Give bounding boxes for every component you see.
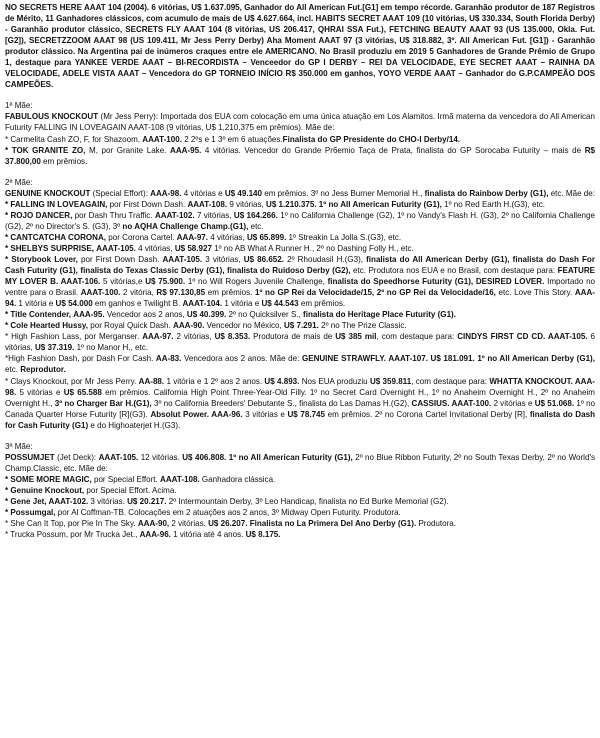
- text-run: 2º Rhoudasil H.(G3),: [284, 254, 367, 264]
- text-run: Produtora.: [416, 519, 457, 529]
- bold-text-run: FEATURE MY LOVER B. AAAT-106.: [5, 266, 595, 287]
- offspring-entry: [5, 134, 595, 145]
- text-run: 7 vitórias,: [194, 210, 234, 220]
- text-run: 2 vitórias,: [173, 332, 215, 342]
- bold-text-run: AAAT-108.: [187, 199, 228, 209]
- text-run: Produtora de mais de: [250, 332, 336, 342]
- text-run: , com destaque para:: [411, 376, 490, 386]
- bold-text-run: R$ 97.130,85: [156, 288, 206, 298]
- text-run: 1º no AB What A Runner H., 2º no Dashing Folly H., etc.: [211, 243, 414, 253]
- text-run: em prêmios.: [205, 288, 255, 298]
- bold-text-run: finalista do Dash for Cash Futurity (G1): [5, 409, 595, 430]
- bold-text-run: * ROJO DANCER,: [5, 210, 73, 220]
- bold-text-run: AAA-97.: [176, 232, 209, 242]
- offspring-entry: [5, 529, 595, 540]
- text-run: por First Down Dash.: [107, 199, 188, 209]
- text-run: * High Fashion Lass, por Merganser.: [5, 332, 143, 342]
- text-run: Vencedora aos 2 anos. Mãe de:: [181, 354, 302, 364]
- bold-text-run: * TOK GRANITE ZO,: [5, 145, 86, 155]
- offspring-entry: [5, 485, 595, 496]
- bold-text-run: no AQHA Challenge Champ.(G1),: [122, 221, 249, 231]
- text-run: Importado no ventre para o Brasil.: [5, 277, 596, 298]
- bold-text-run: * Storybook Lover,: [5, 254, 78, 264]
- text-run: 3º no California Breeders' Debutante S., finalista do Las Damas H.(G2),: [151, 398, 412, 408]
- text-run: por Special Effort. Acima.: [84, 485, 177, 495]
- bold-text-run: AAAT-100.: [80, 288, 121, 298]
- bold-text-run: AAAT-105.: [98, 452, 139, 462]
- bold-text-run: R$ 37.800,00: [5, 145, 595, 166]
- bold-text-run: Finalista do GP Presidente do CHO-I Derby/14.: [282, 134, 461, 144]
- bold-text-run: AAAT-105.: [162, 254, 203, 264]
- bold-text-run: U$ 37.319.: [34, 343, 75, 353]
- text-run: em prêmios.: [298, 299, 346, 309]
- text-run: etc.: [5, 365, 21, 375]
- bold-text-run: CASSIUS. AAAT-100.: [411, 398, 492, 408]
- bold-text-run: AAA-96.: [139, 530, 171, 540]
- text-run: 2º no Quicksilver S.,: [226, 310, 304, 320]
- text-run: 2º no Blue Ribbon Futurity, 2º no South Texas Derby, 2º no World's Champ.Classic, etc. Mãe de:: [5, 452, 596, 473]
- text-run: 1 vitória e 1 2º aos 2 anos.: [164, 376, 265, 386]
- text-run: *High Fashion Dash, por Dash For Cash.: [5, 354, 156, 364]
- bold-text-run: finalista do Rainbow Derby (G1),: [424, 188, 549, 198]
- bold-text-run: U$ 26.207. Finalista no La Primera Del Ano Derby (G1).: [208, 519, 417, 529]
- bold-text-run: U$ 406.808. 1º no All American Futurity (G1),: [182, 452, 353, 462]
- text-run: 1º no California Challenge (G2), 1º no Vandy's Flash H. (G3), 2º no California Challenge (G2), 2º no Director's S. (G3), 3º: [5, 210, 595, 231]
- bold-text-run: Absolut Power. AAA-96.: [150, 409, 243, 419]
- text-run: por Special Effort.: [91, 474, 161, 484]
- bold-text-run: GENUINE STRAWFLY. AAAT-107. U$ 181.091. 1º no All American Derby (G1),: [301, 354, 595, 364]
- text-run: (Special Effort):: [90, 188, 151, 198]
- offspring-entry: [5, 376, 595, 431]
- bold-text-run: AAAT-108.: [160, 474, 200, 484]
- text-run: 1 vitória até 4 anos.: [170, 530, 246, 540]
- bold-text-run: U$ 49.140: [224, 188, 263, 198]
- bold-text-run: CINDYS FIRST CD CD. AAAT-105.: [457, 332, 588, 342]
- offspring-entry: [5, 145, 595, 167]
- text-run: em prêmios. California High Point Three-Year-Old Filly. 1º no Secret Card Overnight H., 1º no Anaheim Overnight H., 2º no Anaheim Overnight H.,: [5, 387, 595, 408]
- offspring-entry: [5, 309, 595, 320]
- bold-text-run: AAAT-102.: [154, 210, 195, 220]
- text-run: * Trucka Possum, por Mr Trucka Jet.,: [5, 530, 140, 540]
- text-run: 4 vitórias,: [208, 232, 247, 242]
- bold-text-run: AAA-94.: [5, 288, 595, 309]
- bold-text-run: AAA-95.: [73, 310, 105, 320]
- bold-text-run: U$ 86.652.: [243, 254, 284, 264]
- text-run: * Carmelita Cash ZO, F, for Shazoom.: [5, 134, 143, 144]
- text-run: M, por Granite Lake.: [85, 145, 171, 155]
- text-run: etc. Produtora nos EUA e no Brasil, com destaque para:: [350, 266, 558, 276]
- text-run: 12 vitórias.: [138, 452, 183, 462]
- offspring-entry: [5, 507, 595, 518]
- bold-text-run: U$ 40.399.: [186, 310, 227, 320]
- bold-text-run: WHATTA KNOCKOUT. AAA-98.: [5, 376, 595, 397]
- bold-text-run: U$ 4.893.: [264, 376, 300, 386]
- bold-text-run: POSSUMJET: [5, 452, 55, 462]
- third-dam-title: 3ª Mãe:: [5, 441, 33, 451]
- text-run: 1 vitória e: [222, 299, 262, 309]
- second-dam-offspring-list: [5, 199, 595, 431]
- bold-text-run: * Genuine Knockout,: [5, 485, 85, 495]
- text-run: 1º no Canada Quarter Horse Futurity [R](G3).: [5, 398, 596, 419]
- text-run: 2 vitórias e: [491, 398, 535, 408]
- text-run: por Dash Thru Traffic.: [72, 210, 155, 220]
- text-run: por Royal Quick Dash.: [88, 321, 174, 331]
- bold-text-run: * Possumgal,: [5, 508, 56, 518]
- text-run: 3 vitórias,: [202, 254, 244, 264]
- text-run: 2 2ºs e 1 3º em 6 atuações.: [181, 134, 283, 144]
- bold-text-run: U$ 51.068.: [534, 398, 575, 408]
- text-run: Nos EUA produziu: [299, 376, 370, 386]
- offspring-entry: [5, 232, 595, 243]
- offspring-entry: [5, 199, 595, 210]
- bold-text-run: U$ 8.353.: [214, 332, 251, 342]
- bold-text-run: AA-88.: [138, 376, 165, 386]
- text-run: etc. Mãe de:: [548, 188, 595, 198]
- offspring-entry: [5, 474, 595, 485]
- text-run: em prêmios. 3º no Jess Burner Memorial H.,: [262, 188, 425, 198]
- bold-text-run: AAA-97.: [142, 332, 174, 342]
- bold-text-run: AAAT-104.: [182, 299, 223, 309]
- offspring-entry: [5, 353, 595, 375]
- bold-text-run: AAA-90,: [137, 519, 170, 529]
- text-run: Ganhadora clássica.: [199, 474, 276, 484]
- bold-text-run: U$ 359.811: [369, 376, 412, 386]
- first-dam-paragraph: [5, 111, 595, 133]
- offspring-entry: [5, 254, 595, 309]
- bold-text-run: AAAT-100.: [142, 134, 182, 144]
- second-dam-paragraph: [5, 188, 595, 199]
- bold-text-run: Reprodutor.: [20, 365, 66, 375]
- text-run: e do Highoaterjet H.(G3).: [88, 420, 181, 430]
- text-run: 6 vitórias,: [5, 332, 595, 353]
- text-run: etc.: [248, 221, 264, 231]
- text-run: etc. Love This Story.: [495, 288, 575, 298]
- bold-text-run: * CANTCATCHA CORONA,: [5, 232, 107, 242]
- offspring-entry: [5, 243, 595, 254]
- bold-text-run: * Gene Jet, AAAT-102.: [5, 496, 89, 506]
- offspring-entry: [5, 496, 595, 507]
- bold-text-run: * FALLING IN LOVEAGAIN,: [5, 199, 108, 209]
- bold-text-run: * SHELBYS SURPRISE,: [5, 243, 94, 253]
- bold-text-run: U$ 58.927: [174, 243, 212, 253]
- text-run: 2 vitória,: [120, 288, 157, 298]
- bold-text-run: AA-83.: [155, 354, 182, 364]
- bold-text-run: * SOME MORE MAGIC,: [5, 474, 92, 484]
- text-run: 1 vitória e: [16, 299, 56, 309]
- text-run: em ganhos e Twilight B.: [92, 299, 183, 309]
- text-run: 3 vitórias e: [242, 409, 288, 419]
- bold-text-run: U$ 54.000: [55, 299, 93, 309]
- offspring-entry: [5, 331, 595, 353]
- bold-text-run: * Cole Hearted Hussy,: [5, 321, 89, 331]
- bold-text-run: finalista do All American Derby (G1), finalista do Dash For Cash Futurity (G1), finalista do Texas Classic Derby (G1), finalista do Ruidoso Derby (G2),: [5, 254, 595, 276]
- bold-text-run: U$ 164.266.: [233, 210, 278, 220]
- bold-text-run: U$ 20.217.: [127, 496, 167, 506]
- text-run: 1º no Red Earth H.(G3), etc.: [441, 199, 545, 209]
- first-dam-title: 1ª Mãe:: [5, 101, 33, 111]
- text-run: * Clays Knockout, por Mr Jess Perry.: [5, 376, 139, 386]
- bold-text-run: U$ 44.543: [261, 299, 299, 309]
- bold-text-run: U$ 65.588: [63, 387, 102, 397]
- text-run: por Al Coffman-TB. Colocações em 2 atuações aos 2 anos, 3º Midway Open Futurity. Produtora.: [55, 508, 401, 518]
- bold-text-run: finalista do Speedhorse Futurity (G1), DESIRED LOVER.: [327, 277, 545, 287]
- bold-text-run: GENUINE KNOCKOUT: [5, 188, 91, 198]
- intro-paragraph: [5, 2, 595, 90]
- text-run: * She Can It Top, por Pie In The Sky.: [5, 519, 138, 529]
- bold-text-run: NO SECRETS HERE AAAT 104 (2004). 6 vitórias, U$ 1.637.095, Ganhador do All American Fut.[G1] em tempo récorde. Garanhão produtor de 187 Registros de Mérito, 11 Ganhadores clássicos, com acumulo de mais de U$ 4.627.664, incl. HABITS SECRET AAAT 109 (10 vitórias, U$ 330.334, South Florida Derby) - Garanhão produtor clássico, SECRETS FLY AAAT 104 (8 vitórias, US 206.417, QHRAI SSA Fut.), FETCHING BEAUTY AAAT 93 (US 135.000, Okla. Fut. [G2]), SECRETZZOOM AAAT 98 (US 109.411, Mr Jess Perry Derby) Aha Moment AAAT 97 (3 vitórias, U$ 318.882, 3º. All American Fut. [G1]) - Garanhão produtor clássico. Na Argentina pai de inúmeros craques entre ele AMERICANO. No Brasil produziu em 2019 5 Ganhadores de Grande Prêmio de Grupo 1, destaque para YANKEE VERDE AAAT – BI-RECORDISTA – Venceedor do GP I DERBY – REI DA VELOCIDADE, EYE SECRET AAAT – RAINHA DA VELOCIDADE, ADELE VISTA AAAT – Vencedora do GP TORNEIO INÍCIO R$ 350.000 em ganhos, YOYO VERDE AAAT – Ganhador do G.P.CAMPEÃO DOS CAMPEÕES.: [5, 3, 595, 90]
- text-run: 2 vitórias.: [169, 519, 209, 529]
- bold-text-run: U$ 65.899.: [246, 232, 287, 242]
- text-run: Vencedor aos 2 anos,: [104, 310, 187, 320]
- offspring-entry: [5, 518, 595, 529]
- text-run: 4 vitórias,: [135, 243, 175, 253]
- text-run: em prêmios.: [40, 156, 88, 166]
- bold-text-run: finalista do Heritage Place Futurity (G1).: [303, 310, 456, 320]
- text-run: por First Down Dash.: [77, 254, 163, 264]
- bold-text-run: AAA-98.: [150, 188, 182, 198]
- bold-text-run: AAA-90.: [173, 321, 205, 331]
- bold-text-run: U$ 1.210.375. 1º no All American Futurity (G1),: [266, 199, 442, 209]
- bold-text-run: U$ 7.291.: [283, 321, 319, 331]
- text-run: em prêmios. 2º no Corona Cartel Invitational Derby [R],: [325, 409, 530, 419]
- text-run: (Mr Jess Perry): Importada dos EUA com colocação em uma única atuação em Los Alamitos. Irmã materna da vencedora do All American Futurity FALLING IN LOVEAGAIN AAAT-108 (9 vitórias, U$ 1,210,375 em prêmios). Mãe de:: [5, 112, 595, 133]
- bold-text-run: 3º no Charger Bar H.(G1),: [54, 398, 152, 408]
- text-run: 5 vitórias e: [16, 387, 64, 397]
- bold-text-run: U$ 385 mil: [335, 332, 377, 342]
- text-run: , com destaque para:: [376, 332, 458, 342]
- offspring-entry: [5, 210, 595, 232]
- text-run: 1º Streakin La Jolla S.(G3), etc.: [286, 232, 402, 242]
- second-dam-title: 2ª Mãe:: [5, 177, 33, 187]
- text-run: 2º no The Prize Classic.: [318, 321, 407, 331]
- text-run: por Corona Cartel.: [106, 232, 177, 242]
- text-run: 1º no Will Rogers Juvenile Challenge,: [185, 277, 328, 287]
- text-run: 2º Intermountain Derby, 3º Leo Handicap, finalista no Ed Burke Memorial (G2).: [166, 496, 449, 506]
- bold-text-run: 1º no GP Rei da Velocidade/15, 2º no GP Rei da Velocidade/16,: [255, 288, 496, 298]
- bold-text-run: U$ 78.745: [287, 409, 325, 419]
- first-dam-offspring-list: [5, 134, 595, 167]
- third-dam-offspring-list: [5, 474, 595, 540]
- offspring-entry: [5, 320, 595, 331]
- bold-text-run: AAA-95.: [170, 145, 202, 155]
- third-dam-paragraph: [5, 452, 595, 474]
- text-run: 1º no Manor H., etc.: [74, 343, 148, 353]
- text-run: 4 vitórias e: [181, 188, 225, 198]
- text-run: 4 vitórias. Vencedor do Grande Pr6emio Taça de Prata, finalista do GP Sorocaba Futurity – mais de: [201, 145, 585, 155]
- text-run: Vencedor no México,: [204, 321, 284, 331]
- bold-text-run: U$ 8.175.: [245, 530, 281, 540]
- text-run: 5 vitórias,e: [100, 277, 146, 287]
- text-run: 3 vitórias.: [88, 496, 128, 506]
- bold-text-run: FABULOUS KNOCKOUT: [5, 112, 99, 122]
- text-run: (Jet Deck):: [54, 452, 99, 462]
- text-run: 9 vitórias,: [227, 199, 267, 209]
- bold-text-run: * Title Contender,: [5, 310, 72, 320]
- bold-text-run: AAAT-105.: [96, 243, 136, 253]
- bold-text-run: U$ 75.900.: [145, 277, 186, 287]
